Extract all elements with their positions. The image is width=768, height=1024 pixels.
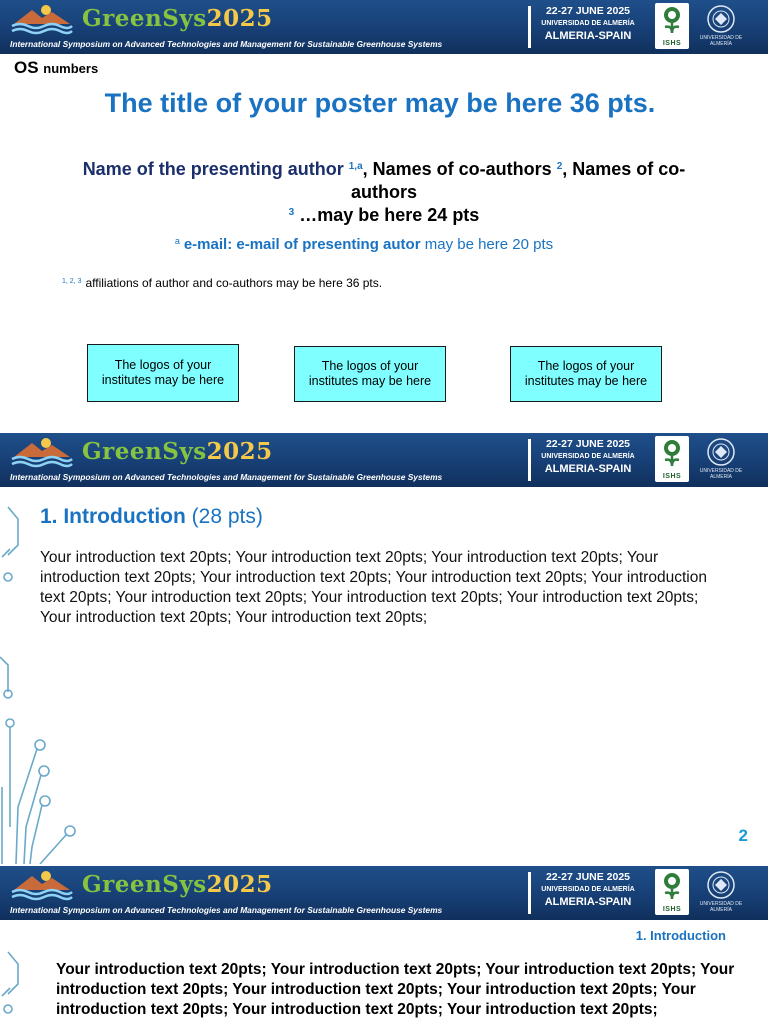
header-event-info <box>540 5 636 44</box>
ishs-label: ISHS <box>662 906 682 913</box>
university-logo <box>699 870 743 914</box>
brand-name: GreenSys2025 <box>82 5 273 32</box>
university-logo <box>699 4 743 48</box>
conference-header <box>0 0 768 54</box>
brand-name: GreenSys2025 <box>82 438 273 465</box>
ishs-logo <box>655 869 689 915</box>
coauthors-2-sup: 3 <box>288 207 295 218</box>
event-dates: 22-27 JUNE 2025 <box>545 438 631 450</box>
circuit-decoration-icon <box>0 920 30 1024</box>
institute-logo-box-2: The logos of your institutes may be here <box>294 346 446 402</box>
email-line <box>0 236 728 253</box>
header-divider <box>528 6 531 48</box>
header-tagline: International Symposium on Advanced Technologies and Management for Sustainable Greenhouse Systems <box>10 905 443 915</box>
header-tagline: International Symposium on Advanced Technologies and Management for Sustainable Greenhouse Systems <box>10 472 443 482</box>
email-sup: a <box>174 236 180 246</box>
slide-2 <box>0 433 768 864</box>
event-university: UNIVERSIDAD DE ALMERÍA <box>541 20 635 27</box>
slide-3 <box>0 866 768 1024</box>
brand-name: GreenSys2025 <box>82 871 273 898</box>
event-university: UNIVERSIDAD DE ALMERÍA <box>541 453 635 460</box>
email-rest: may be here 20 pts <box>424 236 554 253</box>
coauthors-2: , Names of co-authors <box>350 159 686 202</box>
header-divider <box>528 439 531 481</box>
ishs-label: ISHS <box>662 473 682 480</box>
ishs-logo <box>655 436 689 482</box>
authors-tail: …may be here 24 pts <box>299 205 480 225</box>
presenting-author: Name of the presenting author <box>82 159 344 179</box>
affiliations-text: affiliations of author and co-authors may be here 36 pts. <box>85 276 383 290</box>
greensys-logo-icon <box>10 868 74 902</box>
university-seal-icon <box>699 4 743 36</box>
ishs-label: ISHS <box>662 40 682 47</box>
conference-header <box>0 433 768 487</box>
university-logo-label: UNIVERSIDAD DE ALMERÍA <box>699 901 743 913</box>
event-university: UNIVERSIDAD DE ALMERÍA <box>541 886 635 893</box>
os-number-label: OS numbers <box>14 58 99 77</box>
event-location: ALMERIA-SPAIN <box>544 30 632 42</box>
event-location: ALMERIA-SPAIN <box>544 463 632 475</box>
header-tagline: International Symposium on Advanced Technologies and Management for Sustainable Greenhouse Systems <box>10 39 443 49</box>
event-dates: 22-27 JUNE 2025 <box>545 5 631 17</box>
event-dates: 22-27 JUNE 2025 <box>545 871 631 883</box>
university-logo-label: UNIVERSIDAD DE ALMERÍA <box>699 35 743 47</box>
affiliations-sup: 1, 2, 3 <box>62 278 82 285</box>
ishs-flower-icon <box>655 436 689 472</box>
section-title: 1. Introduction (28 pts) <box>40 505 263 528</box>
ishs-flower-icon <box>655 3 689 39</box>
header-event-info <box>540 871 636 910</box>
email-label: e-mail: e-mail of presenting autor <box>183 236 421 253</box>
university-seal-icon <box>699 870 743 902</box>
event-location: ALMERIA-SPAIN <box>544 896 632 908</box>
introduction-body: Your introduction text 20pts; Your introduction text 20pts; Your introduction text 20pts; Your introduction text 20pts; Your introduction text 20pts; Your introduction text 20pts; Your introduction text 20pts; Your introduction text 20pts; Your introduction text 20pts; Your introduction text 20pts; Your introduction text 20pts; Your introduction text 20pts; <box>40 549 707 626</box>
institute-logo-box-3: The logos of your institutes may be here <box>510 346 662 402</box>
greensys-logo-icon <box>10 2 74 36</box>
university-logo <box>699 437 743 481</box>
ishs-logo <box>655 3 689 49</box>
greensys-logo-icon <box>10 435 74 469</box>
header-event-info <box>540 438 636 477</box>
coauthors-1: , Names of co-authors <box>362 159 552 179</box>
institute-logo-box-1: The logos of your institutes may be here <box>87 344 239 402</box>
coauthors-1-sup: 2 <box>556 161 563 172</box>
slide-1 <box>0 0 768 432</box>
university-seal-icon <box>699 437 743 469</box>
affiliations-line <box>62 276 382 290</box>
circuit-decoration-icon <box>0 487 90 864</box>
header-divider <box>528 872 531 914</box>
presenting-author-sup: 1,a <box>348 161 363 172</box>
ishs-flower-icon <box>655 869 689 905</box>
authors-line <box>60 158 708 227</box>
introduction-body: Your introduction text 20pts; Your introduction text 20pts; Your introduction text 20pts; Your introduction text 20pts; Your introduction text 20pts; Your introduction text 20pts; Your introduction text 20pts; Your introduction text 20pts; Your introduction text 20pts; <box>56 961 735 1018</box>
conference-header <box>0 866 768 920</box>
section-label: 1. Introduction <box>635 928 726 943</box>
university-logo-label: UNIVERSIDAD DE ALMERÍA <box>699 468 743 480</box>
poster-title: The title of your poster may be here 36 pts. <box>104 88 656 118</box>
page-number: 2 <box>738 826 748 845</box>
